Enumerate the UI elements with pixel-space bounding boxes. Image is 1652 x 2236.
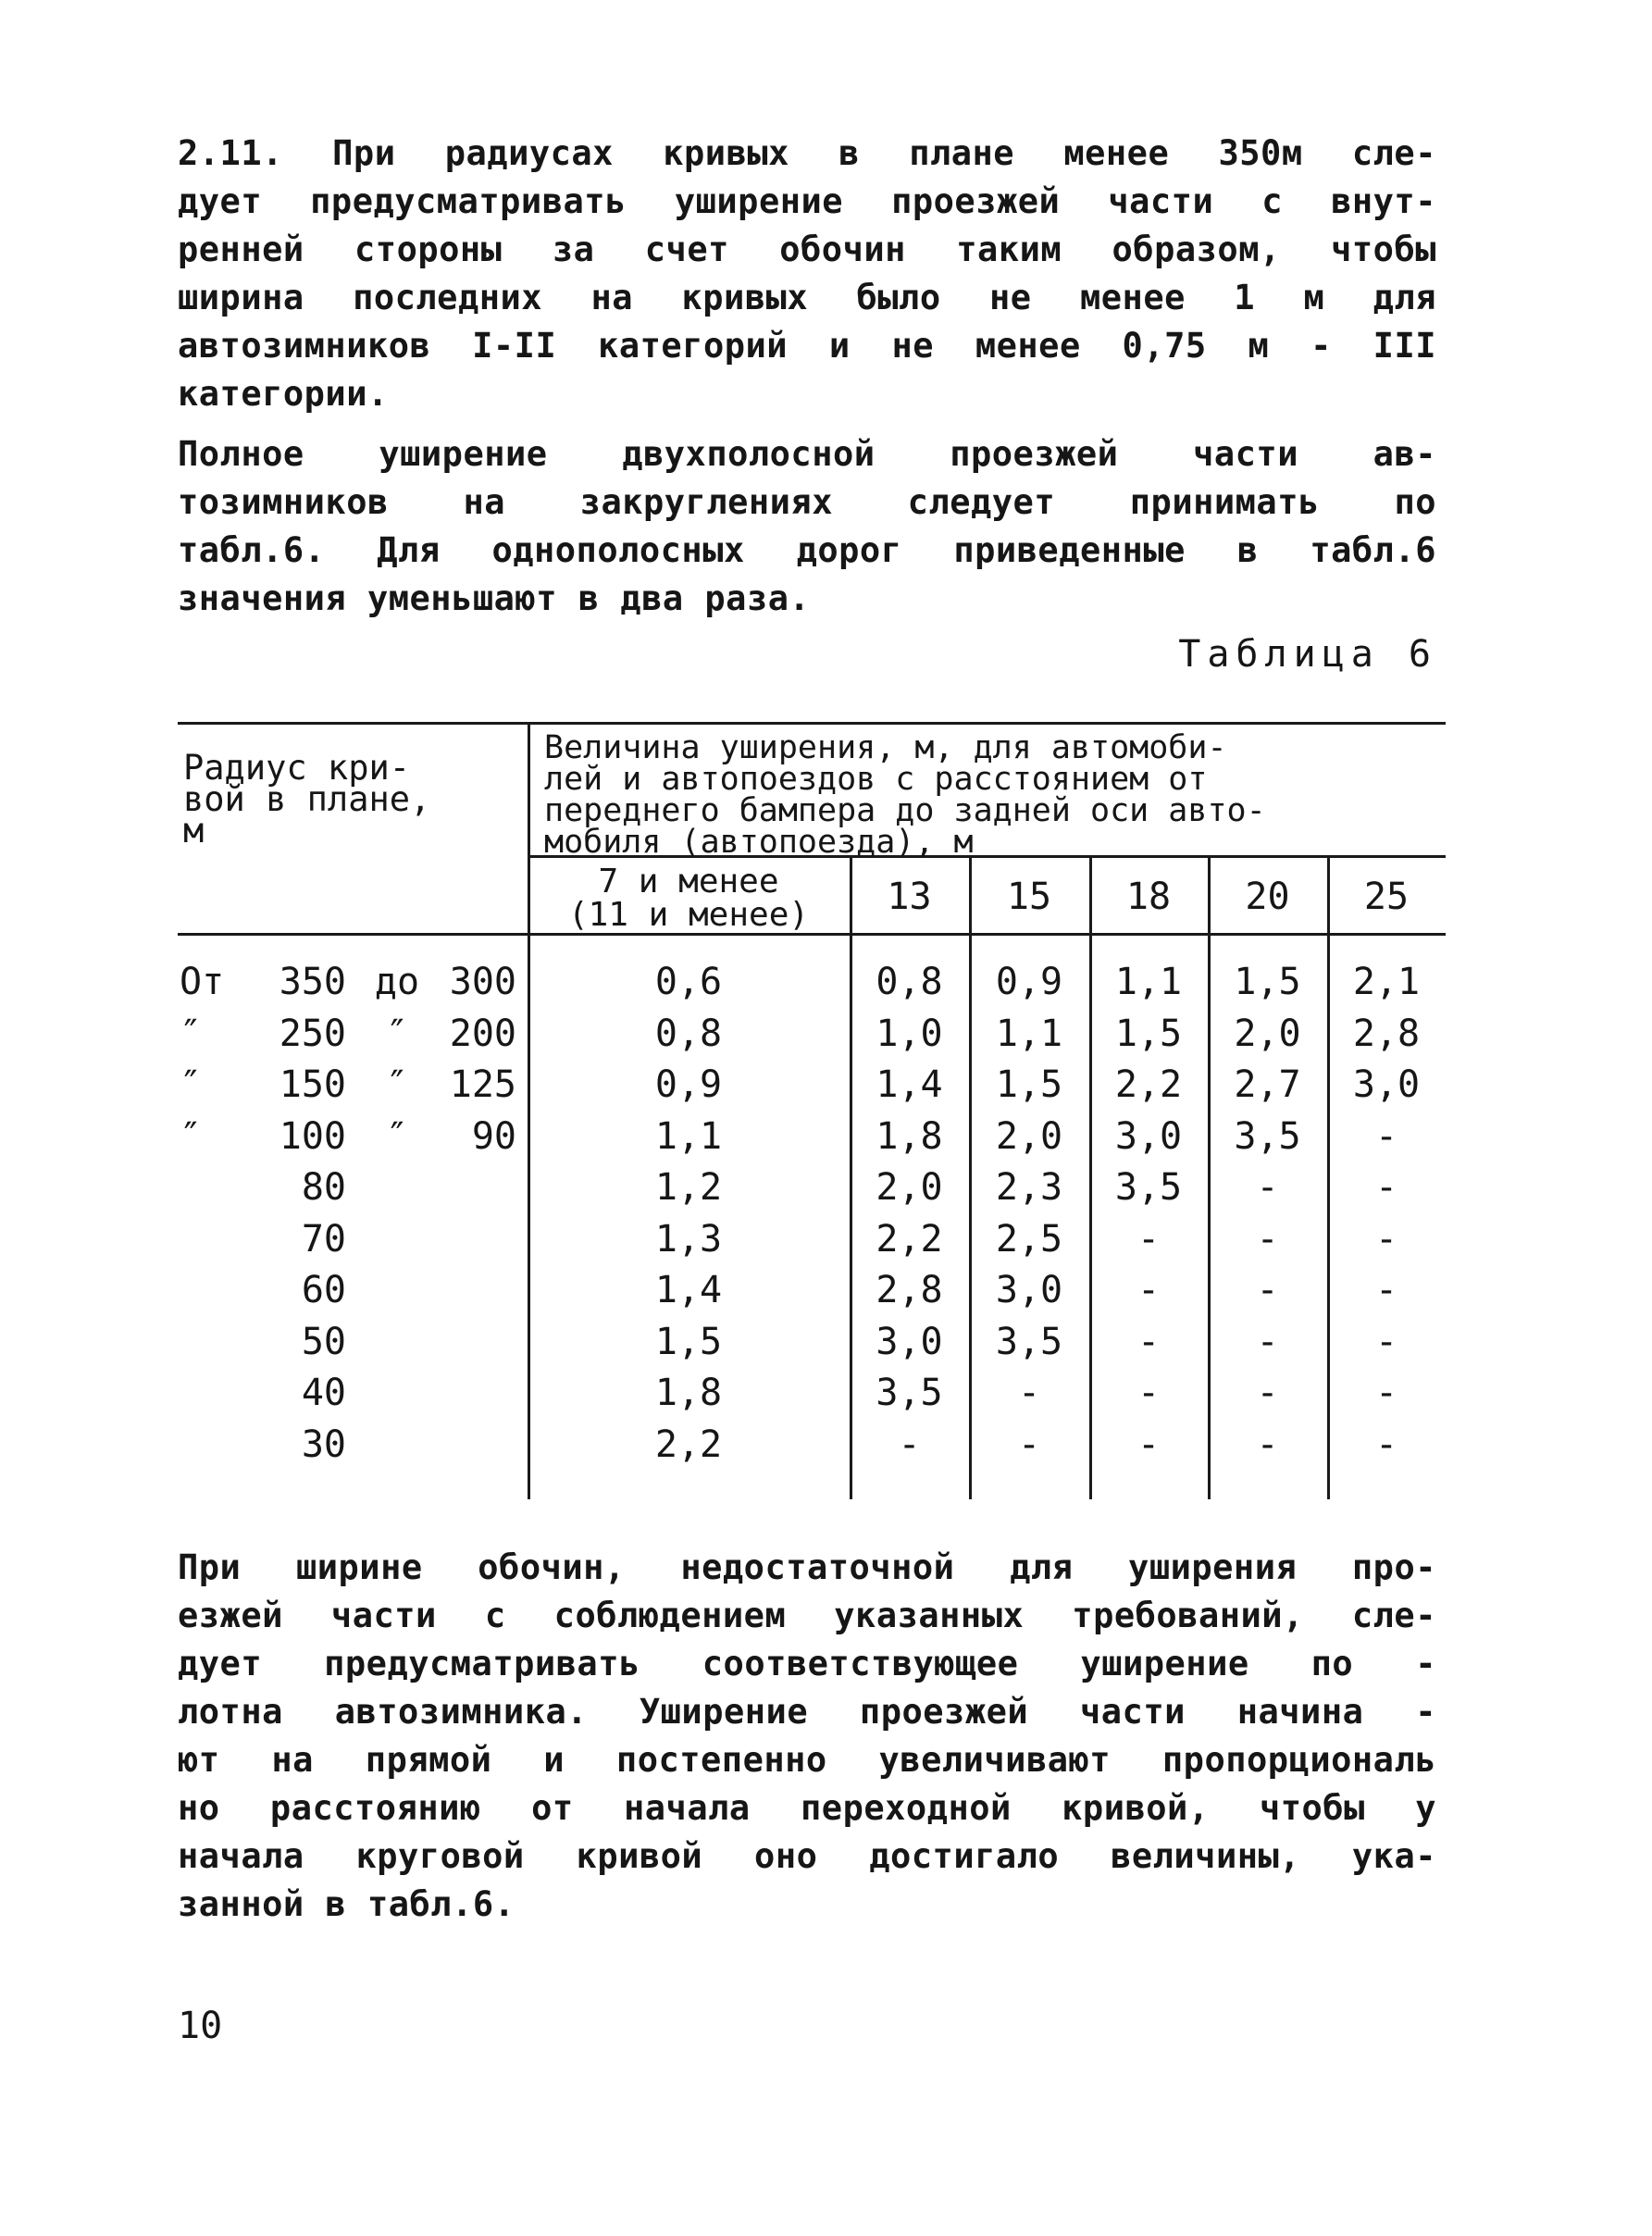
radius-header-line: Радиус кри- xyxy=(183,748,411,788)
value-cell: - xyxy=(1374,1320,1398,1363)
radius-cell: 250 xyxy=(279,1012,346,1055)
value-cell: 1,3 xyxy=(654,1217,723,1261)
value-cell: - xyxy=(1256,1372,1279,1414)
table-top-rule xyxy=(178,722,1446,725)
paragraph-shoulder-widening-line: езжей части с соблюдением указанных требований, сле- xyxy=(178,1596,1436,1635)
radius-cell: 300 xyxy=(449,961,516,1003)
group-header-line: лей и автопоездов с расстоянием от xyxy=(544,761,1208,798)
paragraph-shoulder-widening-line: начала круговой кривой оно достигало величины, ука- xyxy=(178,1836,1436,1876)
value-cell: 3,5 xyxy=(995,1320,1063,1363)
value-cell: - xyxy=(1137,1217,1161,1261)
value-cell: 1,5 xyxy=(995,1063,1063,1106)
paragraph-2-11-line: ширина последних на кривых было не менее 1 м для xyxy=(178,278,1436,317)
radius-cell: ″ xyxy=(180,1063,203,1106)
value-cell: - xyxy=(1017,1372,1041,1414)
value-cell: 1,8 xyxy=(654,1372,723,1414)
value-cell: - xyxy=(1374,1372,1398,1414)
column-header: 13 xyxy=(887,876,932,918)
radius-header-line: м xyxy=(183,811,205,851)
value-cell: 0,8 xyxy=(654,1012,723,1055)
paragraph-shoulder-widening-line: ют на прямой и постепенно увеличивают пропорциональ xyxy=(178,1740,1436,1780)
value-cell: 3,5 xyxy=(876,1372,943,1414)
radius-cell: 100 xyxy=(279,1114,346,1158)
value-cell: 1,1 xyxy=(654,1114,723,1158)
value-cell: 1,4 xyxy=(654,1269,723,1311)
value-cell: - xyxy=(898,1422,921,1466)
value-cell: - xyxy=(1256,1217,1279,1261)
value-cell: - xyxy=(1256,1166,1279,1209)
value-cell: 3,0 xyxy=(876,1320,943,1363)
value-cell: 2,8 xyxy=(1352,1012,1421,1055)
radius-cell: 70 xyxy=(301,1217,346,1261)
value-cell: 1,1 xyxy=(1114,961,1183,1003)
paragraph-shoulder-widening-line: занной в табл.6. xyxy=(178,1884,515,1924)
value-cell: 3,0 xyxy=(1114,1114,1183,1158)
value-cell: 1,5 xyxy=(1234,961,1301,1003)
paragraph-table-intro-line: Полное уширение двухполосной проезжей части ав- xyxy=(178,434,1436,474)
radius-cell: 50 xyxy=(301,1320,346,1363)
value-cell: 2,7 xyxy=(1234,1063,1301,1106)
value-cell: 2,8 xyxy=(876,1269,943,1311)
paragraph-shoulder-widening xyxy=(178,1544,1436,1929)
value-cell: 2,2 xyxy=(654,1422,723,1466)
value-cell: 1,5 xyxy=(1114,1012,1183,1055)
value-cell: 1,5 xyxy=(654,1320,723,1363)
radius-cell: 350 xyxy=(279,961,346,1003)
value-cell: 2,0 xyxy=(876,1166,943,1209)
column-header: 25 xyxy=(1363,876,1410,918)
value-cell: 1,8 xyxy=(876,1114,943,1158)
value-cell: 3,0 xyxy=(1352,1063,1421,1106)
radius-cell: ″ xyxy=(180,1114,203,1158)
paragraph-shoulder-widening-line: дует предусматривать соответствующее уширение по - xyxy=(178,1644,1436,1683)
value-cell: - xyxy=(1374,1217,1398,1261)
table-caption: Таблица 6 xyxy=(1178,633,1437,676)
value-cell: - xyxy=(1137,1320,1161,1363)
column-header: 7 и менее xyxy=(598,863,779,901)
paragraph-2-11-line: 2.11. При радиусах кривых в плане менее 350м сле- xyxy=(178,133,1436,173)
column-header: (11 и менее) xyxy=(567,896,810,934)
paragraph-table-intro-line: табл.6. Для однополосных дорог приведенные в табл.6 xyxy=(178,530,1436,570)
paragraph-table-intro-line: значения уменьшают в два раза. xyxy=(178,578,811,618)
group-header-line: мобиля (автопоезда), м xyxy=(544,824,974,861)
paragraph-2-11 xyxy=(178,130,1436,418)
column-header: 18 xyxy=(1125,876,1172,918)
radius-cell: 90 xyxy=(471,1114,516,1158)
value-cell: - xyxy=(1256,1269,1279,1311)
radius-cell: 80 xyxy=(301,1166,346,1209)
value-cell: - xyxy=(1374,1166,1398,1209)
paragraph-2-11-line: ренней стороны за счет обочин таким образом, чтобы xyxy=(178,230,1436,269)
value-cell: 0,8 xyxy=(876,961,943,1003)
paragraph-table-intro-line: тозимников на закруглениях следует принимать по xyxy=(178,482,1436,522)
value-cell: 2,5 xyxy=(995,1217,1063,1261)
paragraph-2-11-line: автозимников I-II категорий и не менее 0,75 м - III xyxy=(178,326,1436,366)
value-cell: - xyxy=(1374,1422,1398,1466)
value-cell: 2,2 xyxy=(876,1217,943,1261)
paragraph-shoulder-widening-line: но расстоянию от начала переходной кривой, чтобы у xyxy=(178,1788,1436,1828)
paragraph-shoulder-widening-line: лотна автозимника. Уширение проезжей части начина - xyxy=(178,1692,1436,1732)
value-cell: - xyxy=(1137,1422,1161,1466)
value-cell: 3,5 xyxy=(1234,1114,1301,1158)
radius-cell: ″ xyxy=(385,1063,409,1106)
value-cell: 2,1 xyxy=(1352,961,1421,1003)
paragraph-shoulder-widening-line: При ширине обочин, недостаточной для уширения про- xyxy=(178,1547,1436,1587)
radius-cell: 40 xyxy=(301,1372,346,1414)
radius-header-line: вой в плане, xyxy=(183,779,431,819)
value-cell: 0,6 xyxy=(654,961,723,1003)
radius-cell: 200 xyxy=(449,1012,516,1055)
radius-cell: 125 xyxy=(449,1063,516,1106)
radius-cell: ″ xyxy=(180,1012,203,1055)
value-cell: - xyxy=(1256,1422,1279,1466)
value-cell: - xyxy=(1137,1269,1161,1311)
value-cell: 1,4 xyxy=(876,1063,943,1106)
value-cell: 1,1 xyxy=(995,1012,1063,1055)
value-cell: 3,5 xyxy=(1114,1166,1183,1209)
value-cell: - xyxy=(1374,1269,1398,1311)
group-header-line: Величина уширения, м, для автомоби- xyxy=(544,729,1227,766)
radius-cell: ″ xyxy=(385,1114,409,1158)
radius-cell: 30 xyxy=(301,1422,346,1466)
column-header: 20 xyxy=(1245,876,1290,918)
radius-cell: От xyxy=(180,961,225,1003)
value-cell: - xyxy=(1137,1372,1161,1414)
value-cell: 1,0 xyxy=(876,1012,943,1055)
paragraph-table-intro xyxy=(178,430,1436,623)
value-cell: 0,9 xyxy=(995,961,1063,1003)
column-header: 15 xyxy=(1006,876,1052,918)
value-cell: 2,0 xyxy=(1234,1012,1301,1055)
group-header-line: переднего бампера до задней оси авто- xyxy=(544,792,1266,829)
value-cell: 3,0 xyxy=(995,1269,1063,1311)
value-cell: - xyxy=(1017,1422,1041,1466)
radius-cell: 150 xyxy=(279,1063,346,1106)
value-cell: 2,0 xyxy=(995,1114,1063,1158)
value-cell: - xyxy=(1256,1320,1279,1363)
radius-cell: до xyxy=(374,961,420,1003)
value-cell: 1,2 xyxy=(654,1166,723,1209)
value-cell: - xyxy=(1374,1114,1398,1158)
widening-table xyxy=(178,722,1446,1499)
paragraph-2-11-line: дует предусматривать уширение проезжей части с внут- xyxy=(178,181,1436,221)
value-cell: 2,2 xyxy=(1114,1063,1183,1106)
value-cell: 2,3 xyxy=(995,1166,1063,1209)
radius-cell: 60 xyxy=(301,1269,346,1311)
radius-cell: ″ xyxy=(385,1012,409,1055)
value-cell: 0,9 xyxy=(654,1063,723,1106)
page-number: 10 xyxy=(178,2005,223,2047)
paragraph-2-11-line: категории. xyxy=(178,374,389,414)
